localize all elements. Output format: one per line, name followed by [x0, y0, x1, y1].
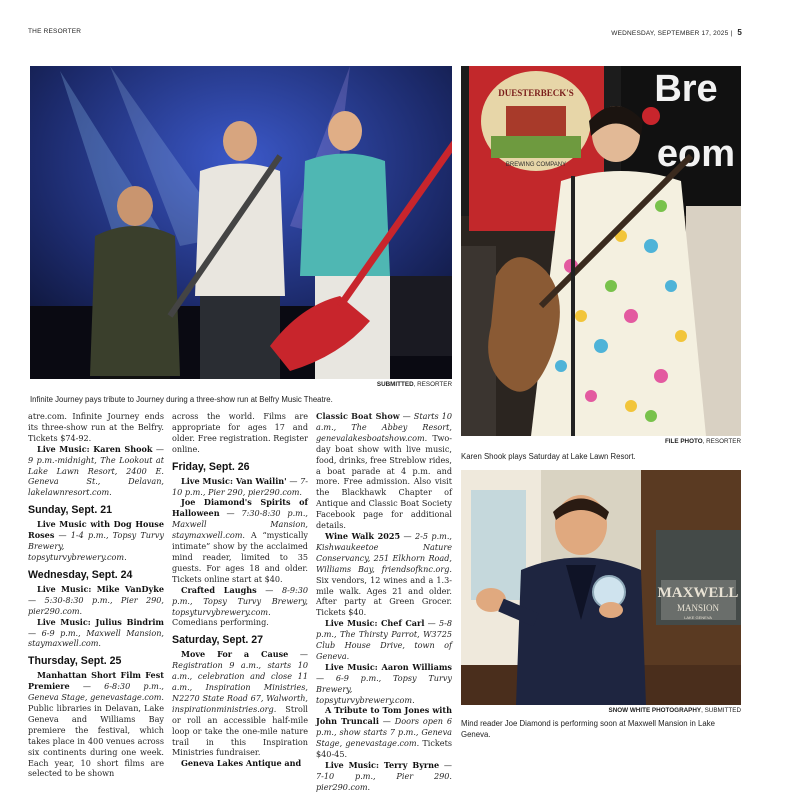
event-details: 7-10 p.m., Pier 290, pier290.com.: [172, 475, 308, 497]
event-tom-jones-tribute: A Tribute to Tom Jones with John Truncali — Doors open 6 p.m., show starts 7 p.m., Geneva Stage, genevastage.com. Tickets $40-45.: [316, 705, 453, 760]
day-heading: Wednesday, Sept. 24: [28, 568, 133, 581]
event-details: Registration 9 a.m., starts 10 a.m., celebration and close 11 a.m., Inspiration Ministries, N2270 State Road 67, Walworth, inspirationministries.org.: [172, 660, 308, 714]
page-header-right: WEDNESDAY, SEPTEMBER 17, 2025 | 5: [611, 28, 742, 37]
singer-photo-illustration: [461, 66, 741, 436]
publication-name: THE RESORTER: [28, 28, 82, 35]
svg-text:eom: eom: [656, 133, 736, 175]
event-description: A “mystically intimate” show by the acclaimed mind reader, limited to 35 guests. For ages 18 and older. Tickets online start at $40.: [172, 530, 309, 584]
event-title: Live Music: Julius Bindrim: [37, 616, 164, 627]
band-photo-credit: SUBMITTED, RESORTER: [376, 381, 452, 388]
svg-text:DUESTERBECK'S: DUESTERBECK'S: [498, 88, 574, 98]
event-details: Starts 10 a.m., The Abbey Resort, genevalakesboatshow.com.: [316, 411, 452, 443]
singer-photo: [461, 66, 741, 436]
event-details: 6-9 p.m., Maxwell Mansion, staymaxwell.com.: [28, 627, 164, 649]
band-credit-source: SUBMITTED: [376, 381, 414, 388]
event-description: Two-day boat show with live music, food, drinks, free Streblow rides, a boat parade at 4 p.m. and more. Free admission. Also visit the Blackhawk Chapter of Antique and Classic Boat Society Facebook page for additional details.: [316, 432, 452, 531]
event-manhattan-short: Manhattan Short Film Fest Premiere — 6-8:30 p.m., Geneva Stage, genevastage.com. Public libraries in Delavan, Lake Geneva and Williams Bay premiere the festival, which takes place in 400 venues across six continents during one week. Each year, 10 short films are selected to be shown: [28, 670, 164, 779]
band-credit-outlet: RESORTER: [417, 381, 452, 388]
event-title: Joe Diamond's Spirits of Halloween: [172, 497, 308, 519]
singer-photo-credit: FILE PHOTO, RESORTER: [664, 438, 741, 445]
event-title: Move For a Cause: [181, 649, 289, 660]
event-chef-carl: Live Music: Chef Carl — 5-8 p.m., The Thirsty Parrot, W3725 Club House Drive, town of Geneva.: [316, 618, 452, 661]
page-number: 5: [737, 28, 742, 37]
event-joe-diamond: Joe Diamond's Spirits of Halloween — 7:30-8:30 p.m., Maxwell Mansion, staymaxwell.com. A “mystically intimate” show by the acclaimed mind reader, limited to 35 guests. For ages 18 and older. Tickets online start at $40.: [172, 497, 309, 584]
magician-photo-credit: SNOW WHITE PHOTOGRAPHY, SUBMITTED: [608, 707, 741, 714]
event-van-wailin: Live Music: Van Wailin' — 7-10 p.m., Pier 290, pier290.com.: [172, 475, 308, 497]
event-aaron-williams: Live Music: Aaron Williams — 6-9 p.m., Topsy Turvy Brewery, topsyturvybrewery.com.: [316, 661, 452, 705]
svg-text:MANSION: MANSION: [676, 603, 720, 613]
band-photo: [30, 66, 452, 379]
singer-credit-source: FILE PHOTO: [664, 438, 703, 445]
event-crafted-laughs: Crafted Laughs — 8-9:30 p.m., Topsy Turvy Brewery, topsyturvybrewery.com. Comedians performing.: [172, 584, 308, 628]
event-title: Classic Boat Show: [316, 411, 400, 421]
event-description: Comedians performing.: [172, 617, 269, 628]
event-geneva-lakes-antique: [172, 758, 308, 769]
event-details: 8-9:30 p.m., Topsy Turvy Brewery, topsyturvybrewery.com.: [172, 584, 308, 617]
event-details: 1-4 p.m., Topsy Turvy Brewery, topsyturvybrewery.com.: [28, 530, 164, 562]
event-details: 6-8:30 p.m., Geneva Stage, genevastage.com.: [28, 681, 164, 703]
event-title: Geneva Lakes Antique and: [181, 758, 302, 769]
event-title: A Tribute to Tom Jones with John Truncali: [316, 705, 452, 727]
event-details: Doors open 6 p.m., show starts 7 p.m., Geneva Stage, genevastage.com.: [316, 716, 453, 749]
magician-photo-caption: Mind reader Joe Diamond is performing soon at Maxwell Mansion in Lake Geneva.: [461, 719, 715, 739]
magician-photo: [461, 470, 741, 705]
event-julius-bindrim: Live Music: Julius Bindrim — 6-9 p.m., Maxwell Mansion, staymaxwell.com.: [28, 616, 164, 649]
event-title: Wine Walk 2025: [325, 530, 401, 541]
magician-credit-source: SNOW WHITE PHOTOGRAPHY: [608, 707, 702, 714]
magician-credit-outlet: SUBMITTED: [704, 707, 741, 714]
day-heading: Friday, Sept. 26: [172, 460, 250, 473]
event-title: Manhattan Short Film Fest Premiere: [28, 670, 164, 692]
event-description: Six vendors, 12 wines and a 1.3-mile walk. Ages 21 and older. After party at Green Grocer. Tickets $40.: [316, 574, 452, 618]
event-wine-walk: Wine Walk 2025 — 2-5 p.m., Kishwaukeetoe Nature Conservancy, 251 Elkhorn Road, Williams Bay, friendsofknc.org. Six vendors, 12 wines and a 1.3-mile walk. Ages 21 and older. After party at Green Grocer. Tickets $40.: [316, 530, 453, 618]
event-description: Tickets $40-45.: [316, 738, 452, 760]
svg-text:BREWING COMPANY: BREWING COMPANY: [505, 162, 567, 168]
event-title: Live Music: Mike VanDyke: [37, 583, 164, 594]
event-title: Live Music: Karen Shook: [37, 443, 153, 454]
event-description: Stroll or roll an accessible half-mile loop or take the one-mile nature trail in this Inspiration Ministries fundraiser.: [172, 703, 308, 758]
event-details: 2-5 p.m., Kishwaukeetoe Nature Conservancy, 251 Elkhorn Road, Williams Bay, friendsofknc.org.: [316, 530, 453, 574]
band-photo-caption: Infinite Journey pays tribute to Journey during a three-show run at Belfry Music Theatre.: [30, 395, 333, 404]
event-title: Live Music: Aaron Williams: [325, 661, 452, 672]
svg-text:MAXWELL: MAXWELL: [657, 585, 739, 601]
magician-photo-illustration: [461, 470, 741, 705]
event-details: 5-8 p.m., The Thirsty Parrot, W3725 Club House Drive, town of Geneva.: [316, 618, 452, 661]
event-dog-house-roses: Live Music with Dog House Roses — 1-4 p.m., Topsy Turvy Brewery, topsyturvybrewery.com.: [28, 519, 164, 562]
svg-text:LAKE GENEVA: LAKE GENEVA: [684, 615, 712, 620]
event-title: Live Music: Terry Byrne: [325, 760, 440, 770]
event-title: Crafted Laughs: [181, 584, 257, 595]
event-karen-shook: Live Music: Karen Shook — 9 p.m.-midnight, The Lookout at Lake Lawn Resort, 2400 E. Geneva St., Delavan, lakelawnresort.com.: [28, 443, 164, 498]
listings-column-1: [28, 411, 164, 779]
singer-photo-caption: Karen Shook plays Saturday at Lake Lawn Resort.: [461, 452, 636, 461]
event-move-for-a-cause: Move For a Cause — Registration 9 a.m., starts 10 a.m., celebration and close 11 a.m., Inspiration Ministries, N2270 State Road 67, Walworth, inspirationministries.org. Stroll or roll an accessible half-mile loop or take the one-mile nature trail in this Inspiration Ministries fundraiser.: [172, 649, 308, 758]
column-1-intro: atre.com. Infinite Journey ends its three-show run at the Belfry. Tickets $74-92.: [28, 411, 164, 443]
event-description: Public libraries in Delavan, Lake Geneva and Williams Bay premiere the festival, which takes place in 400 venues across six continents during one week. Each year, 10 short films are selected to be shown: [28, 703, 164, 779]
event-details: 9 p.m.-midnight, The Lookout at Lake Lawn Resort, 2400 E. Geneva St., Delavan, lakelawnresort.com.: [28, 454, 164, 498]
event-details: 6-9 p.m., Topsy Turvy Brewery, topsyturvybrewery.com.: [316, 672, 452, 705]
event-details: 7:30-8:30 p.m., Maxwell Mansion, staymaxwell.com.: [172, 508, 308, 541]
event-title: Live Music with Dog House Roses: [28, 519, 164, 541]
event-title: Live Music: Chef Carl: [325, 618, 425, 629]
day-heading: Saturday, Sept. 27: [172, 634, 264, 647]
event-details: 5:30-8:30 p.m., Pier 290, pier290.com.: [28, 594, 165, 616]
event-details: 7-10 p.m., Pier 290. pier290.com.: [316, 770, 452, 792]
event-classic-boat-show: Classic Boat Show — Starts 10 a.m., The Abbey Resort, genevalakesboatshow.com. Two-day boat show with live music, food, drinks, free Streblow rides, a boat parade at 4 p.m. and more. Free admission. Also visit the Blackhawk Chapter of Antique and Classic Boat Society Facebook page for additional details.: [316, 411, 452, 531]
listings-column-2: [172, 411, 308, 769]
listings-column-3: [316, 411, 452, 793]
svg-text:Bre: Bre: [654, 68, 718, 110]
band-photo-illustration: [30, 66, 452, 379]
issue-date: WEDNESDAY, SEPTEMBER 17, 2025: [611, 30, 729, 37]
day-heading: Sunday, Sept. 21: [28, 504, 112, 517]
event-mike-vandyke: Live Music: Mike VanDyke — 5:30-8:30 p.m., Pier 290, pier290.com.: [28, 583, 165, 616]
event-title: Live Music: Van Wailin': [181, 475, 287, 486]
singer-credit-outlet: RESORTER: [706, 438, 741, 445]
column-2-intro: across the world. Films are appropriate for ages 17 and older. Free registration. Register online.: [172, 411, 308, 454]
day-heading: Thursday, Sept. 25: [28, 655, 122, 668]
event-terry-byrne: Live Music: Terry Byrne — 7-10 p.m., Pier 290. pier290.com.: [316, 760, 453, 792]
